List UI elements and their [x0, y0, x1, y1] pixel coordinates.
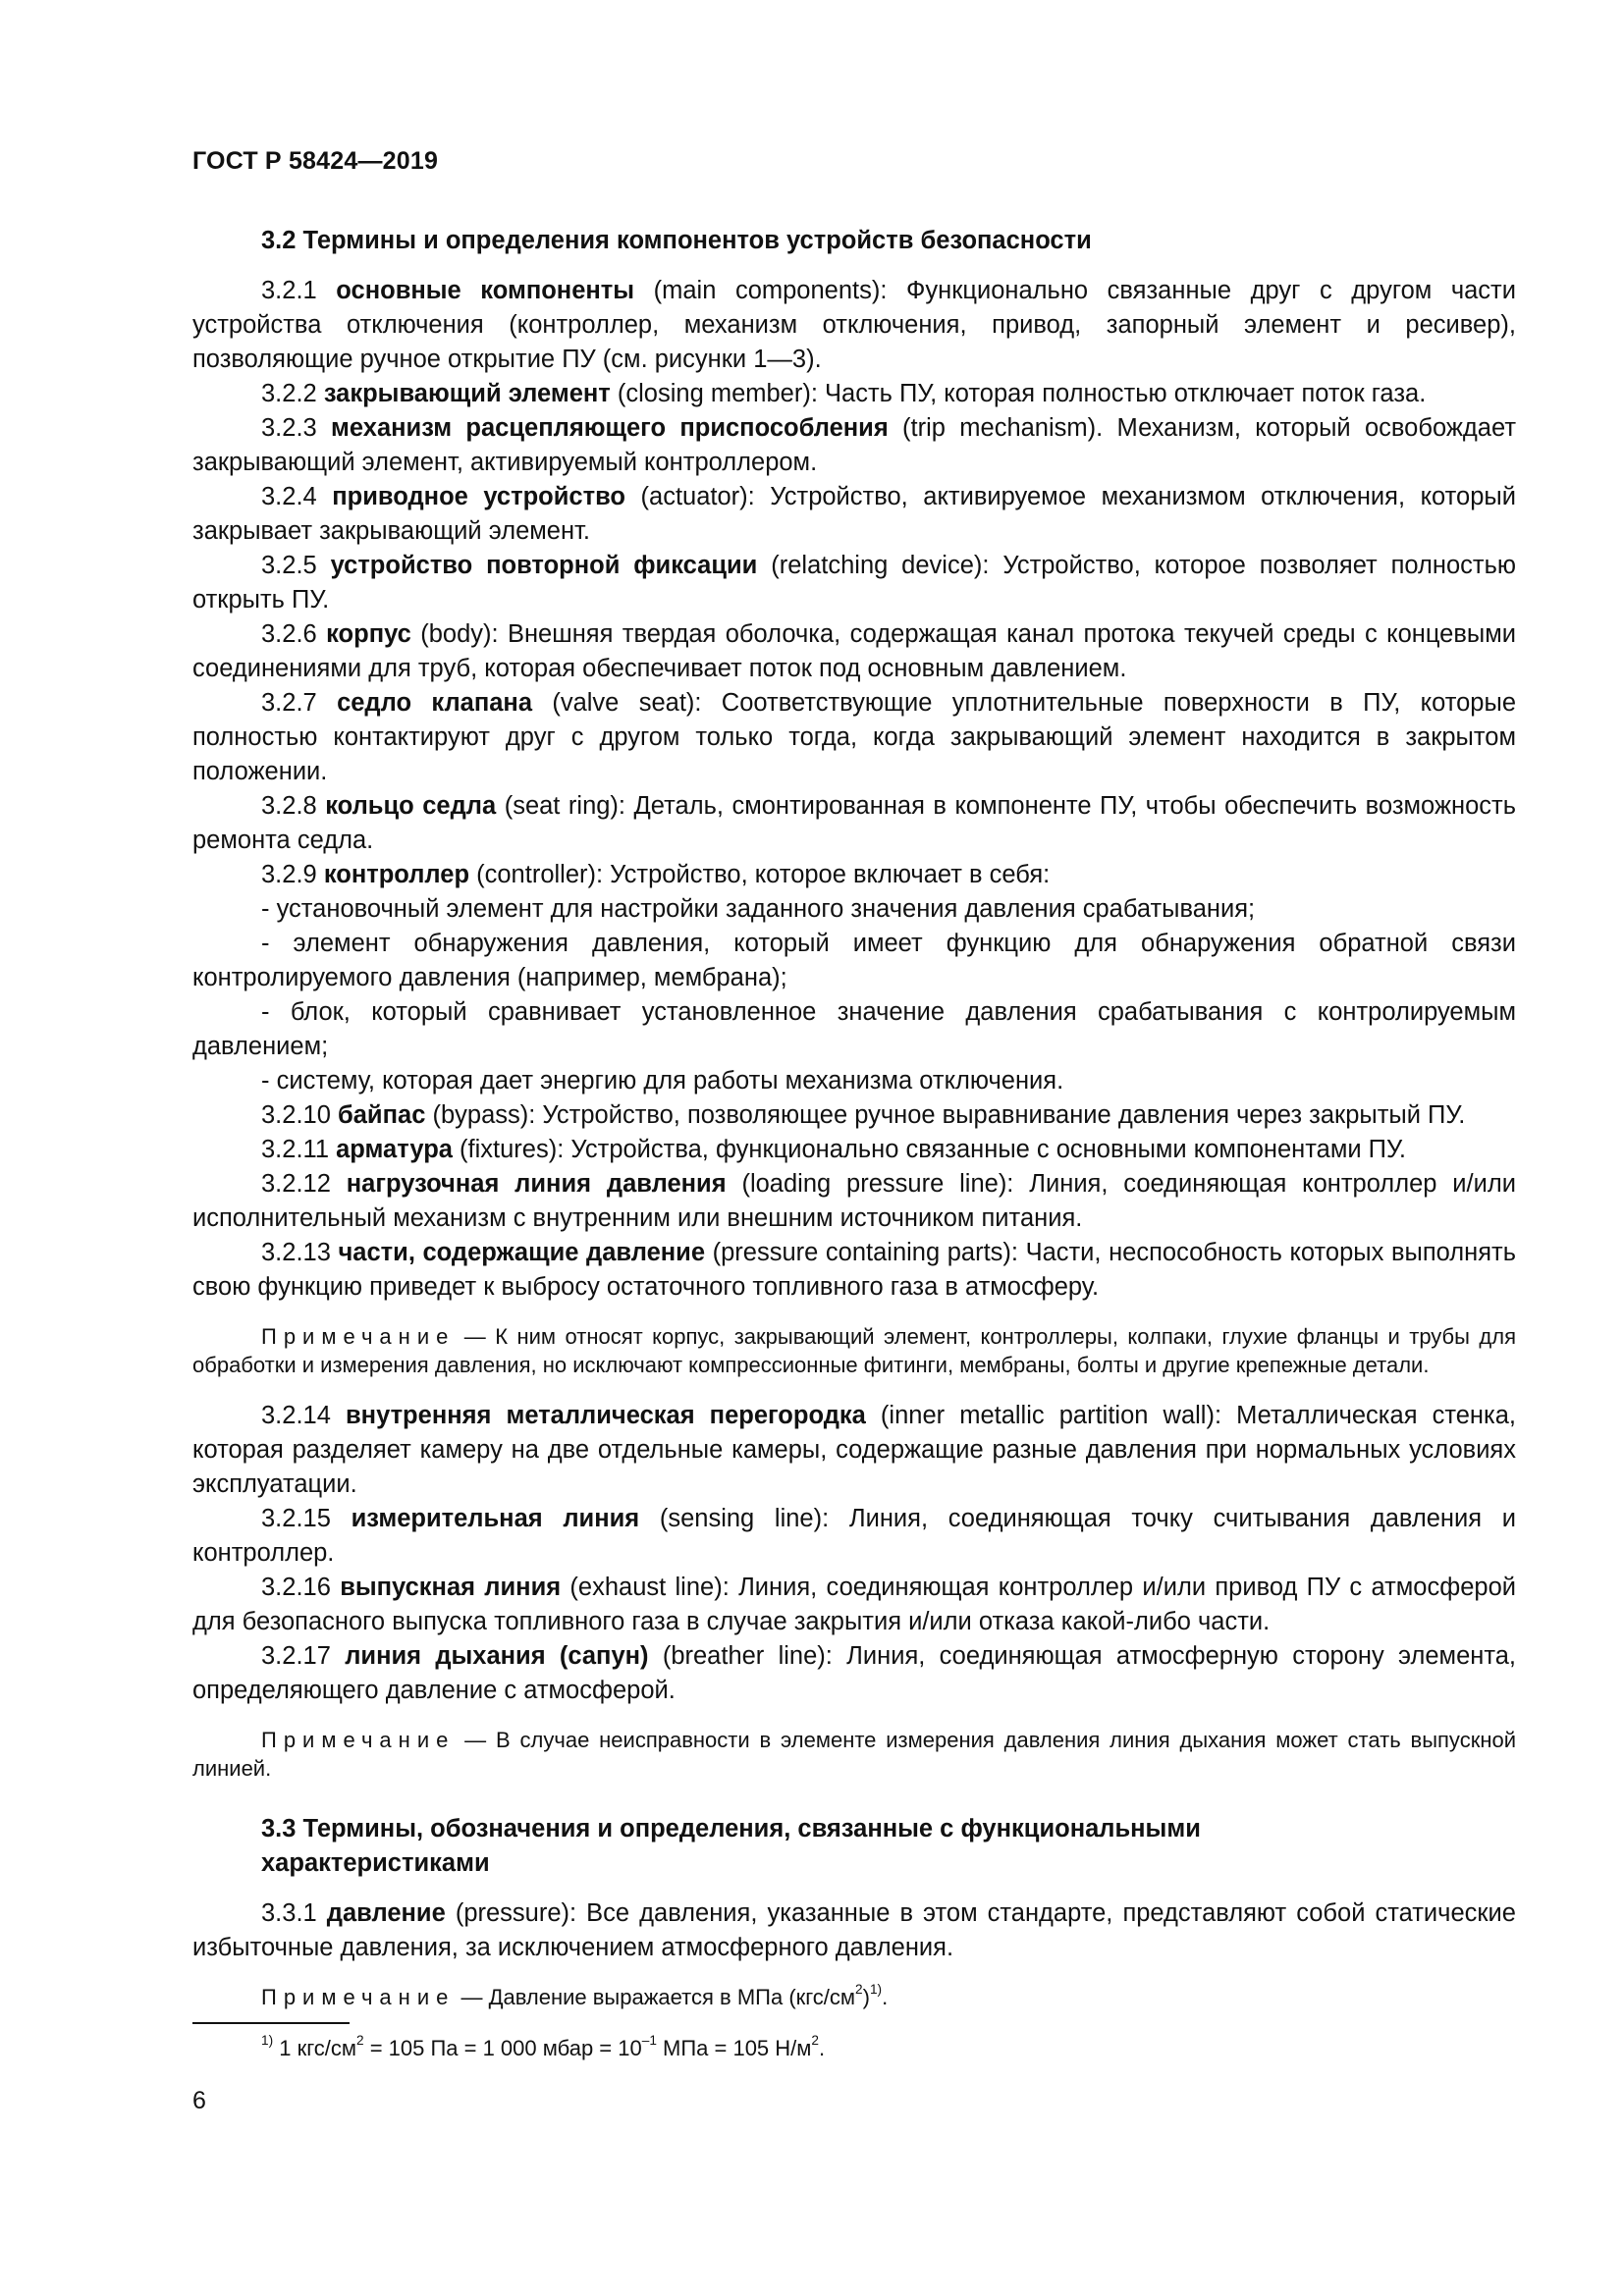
superscript: –1: [641, 2032, 657, 2048]
footnote-separator: [192, 2022, 350, 2024]
footnote-text: МПа = 105 Н/м: [656, 2036, 812, 2060]
term-definition: (breather line): Линия, соединяющая атмосферную сторону элемента, определяющего давление с атмосферой.: [192, 1642, 1516, 1704]
note-text: — Давление выражается в МПа (кгс/см: [455, 1985, 856, 2009]
note-paragraph: [192, 1322, 1516, 1379]
term-definition: (pressure): Все давления, указанные в этом стандарте, представляют собой статические избыточные давления, за исключением атмосферного давления.: [192, 1899, 1516, 1961]
term-number: 3.2.8: [261, 792, 317, 820]
term-paragraph: [192, 858, 1516, 892]
term-name: линия дыхания (сапун): [345, 1642, 649, 1670]
term-name: внутренняя металлическая перегородка: [346, 1402, 866, 1429]
term-number: 3.2.10: [261, 1101, 331, 1129]
note-text: ): [862, 1985, 870, 2009]
term-paragraph: [192, 480, 1516, 549]
term-name: приводное устройство: [332, 483, 625, 510]
footnote-text: = 105 Па = 1 000 мбар = 10: [363, 2036, 642, 2060]
note-label: Примечание: [261, 1324, 456, 1349]
term-paragraph: [192, 377, 1516, 411]
term-number: 3.2.15: [261, 1505, 331, 1532]
term-number: 3.2.11: [261, 1136, 330, 1163]
term-number: 3.2.5: [261, 552, 317, 579]
term-definition: (exhaust line): Линия, соединяющая контроллер и/или привод ПУ с атмосферой для безопасного выпуска топливного газа в случае закрытия и/или отказа какой-либо части.: [192, 1574, 1517, 1635]
controller-list-item: - блок, который сравнивает установленное значение давления срабатывания с контролируемым давлением;: [192, 998, 1516, 1060]
footnote-mark: 1): [261, 2032, 274, 2048]
term-definition: (valve seat): Соответствующие уплотнительные поверхности в ПУ, которые полностью контактируют друг с другом только тогда, когда закрывающий элемент находится в закрытом положении.: [192, 689, 1517, 785]
term-name: закрывающий элемент: [323, 380, 611, 407]
note-text: — В случае неисправности в элементе измерения давления линия дыхания может стать выпускной линией.: [192, 1728, 1516, 1781]
section-heading-line: характеристиками: [261, 1849, 490, 1877]
term-name: арматура: [336, 1136, 453, 1163]
document-header: ГОСТ Р 58424—2019: [192, 147, 439, 175]
controller-list-item: - элемент обнаружения давления, который имеет функцию для обнаружения обратной связи контролируемого давления (например, мембрана);: [192, 930, 1516, 991]
term-name: кольцо седла: [325, 792, 497, 820]
term-definition: (actuator): Устройство, активируемое механизмом отключения, который закрывает закрывающий элемент.: [192, 483, 1516, 545]
footnote-area: [192, 2022, 1516, 2063]
term-definition: (main components): Функционально связанные друг с другом части устройства отключения (контроллер, механизм отключения, привод, запорный элемент и ресивер), позволяющие ручное открытие ПУ (см. рисунки 1—3).: [192, 277, 1516, 373]
footnote-text: .: [819, 2036, 826, 2060]
term-definition: (pressure containing parts): Части, неспособность которых выполнять свою функцию приведет к выбросу остаточного топливного газа в атмосферу.: [192, 1239, 1516, 1301]
footnote-text: 1 кгс/см: [273, 2036, 356, 2060]
note-text: .: [882, 1985, 889, 2009]
term-number: 3.2.2: [261, 380, 317, 407]
superscript: 2: [811, 2032, 819, 2048]
term-paragraph: [192, 1098, 1516, 1133]
term-definition: (sensing line): Линия, соединяющая точку считывания давления и контроллер.: [192, 1505, 1516, 1567]
term-definition: (body): Внешняя твердая оболочка, содержащая канал протока текучей среды с концевыми соединениями для труб, которая обеспечивает поток под основным давлением.: [192, 620, 1516, 682]
term-definition: (relatching device): Устройство, которое позволяет полностью открыть ПУ.: [192, 552, 1517, 614]
term-number: 3.3.1: [261, 1899, 317, 1927]
controller-list-item: - систему, которая дает энергию для работы механизма отключения.: [261, 1067, 1064, 1095]
term-number: 3.2.3: [261, 414, 317, 442]
term-definition: (fixtures): Устройства, функционально связанные с основными компонентами ПУ.: [452, 1136, 1406, 1163]
term-number: 3.2.14: [261, 1402, 331, 1429]
footnote-ref: 1): [869, 1981, 883, 1997]
term-paragraph: [192, 1639, 1516, 1708]
superscript: 2: [356, 2032, 364, 2048]
term-definition: (closing member): Часть ПУ, которая полностью отключает поток газа.: [610, 380, 1427, 407]
term-name: нагрузочная линия давления: [346, 1170, 727, 1198]
term-paragraph: [192, 1399, 1516, 1502]
term-paragraph: [192, 1571, 1516, 1639]
term-paragraph: [192, 1133, 1516, 1167]
term-definition: (loading pressure line): Линия, соединяющая контроллер и/или исполнительный механизм с внутренним или внешним источником питания.: [192, 1170, 1516, 1232]
term-paragraph: [192, 789, 1516, 858]
term-number: 3.2.4: [261, 483, 317, 510]
term-name: седло клапана: [337, 689, 533, 717]
term-name: устройство повторной фиксации: [330, 552, 758, 579]
term-definition: (seat ring): Деталь, смонтированная в компоненте ПУ, чтобы обеспечить возможность ремонта седла.: [192, 792, 1516, 854]
term-paragraph: [192, 686, 1516, 789]
term-number: 3.2.7: [261, 689, 317, 717]
note-label: Примечание: [261, 1985, 456, 2009]
term-name: механизм расцепляющего приспособления: [331, 414, 889, 442]
term-paragraph: [192, 1502, 1516, 1571]
term-paragraph: [192, 1896, 1516, 1965]
footnote: [192, 2034, 1516, 2063]
section-heading-3-3: [192, 1812, 1516, 1881]
term-name: байпас: [338, 1101, 426, 1129]
term-name: выпускная линия: [340, 1574, 562, 1601]
term-definition: (inner metallic partition wall): Металлическая стенка, которая разделяет камеру на две отдельные камеры, содержащие разные давления при нормальных условиях эксплуатации.: [192, 1402, 1516, 1498]
term-paragraph: [192, 1236, 1516, 1305]
term-name: давление: [326, 1899, 446, 1927]
term-number: 3.2.13: [261, 1239, 331, 1266]
page-number: 6: [192, 2087, 206, 2114]
term-paragraph: [192, 549, 1516, 617]
term-name: корпус: [326, 620, 411, 648]
term-definition: (controller): Устройство, которое включает в себя:: [469, 861, 1051, 888]
superscript: 2: [855, 1981, 863, 1997]
term-paragraph: [192, 274, 1516, 377]
note-text: — К ним относят корпус, закрывающий элемент, контроллеры, колпаки, глухие фланцы и трубы для обработки и измерения давления, но исключают компрессионные фитинги, мембраны, болты и другие крепежные детали.: [192, 1324, 1516, 1377]
note-label: Примечание: [261, 1728, 456, 1752]
term-number: 3.2.16: [261, 1574, 331, 1601]
term-paragraph: [192, 617, 1516, 686]
note-paragraph: [192, 1726, 1516, 1783]
term-number: 3.2.12: [261, 1170, 331, 1198]
term-number: 3.2.1: [261, 277, 317, 304]
section-heading-line: 3.3 Термины, обозначения и определения, связанные с функциональными: [261, 1815, 1201, 1842]
term-definition: (trip mechanism). Механизм, который освобождает закрывающий элемент, активируемый контроллером.: [192, 414, 1517, 476]
term-definition: (bypass): Устройство, позволяющее ручное выравнивание давления через закрытый ПУ.: [425, 1101, 1466, 1129]
term-number: 3.2.6: [261, 620, 317, 648]
term-name: основные компоненты: [336, 277, 635, 304]
term-name: измерительная линия: [351, 1505, 640, 1532]
term-number: 3.2.9: [261, 861, 317, 888]
term-paragraph: [192, 411, 1516, 480]
note-paragraph: [192, 1983, 1516, 2011]
section-heading-3-2: 3.2 Термины и определения компонентов устройств безопасности: [261, 227, 1092, 254]
term-number: 3.2.17: [261, 1642, 331, 1670]
term-name: контроллер: [323, 861, 470, 888]
controller-list-item: - установочный элемент для настройки заданного значения давления срабатывания;: [261, 895, 1256, 923]
term-paragraph: [192, 1167, 1516, 1236]
term-name: части, содержащие давление: [338, 1239, 706, 1266]
document-body: [192, 224, 1516, 2031]
